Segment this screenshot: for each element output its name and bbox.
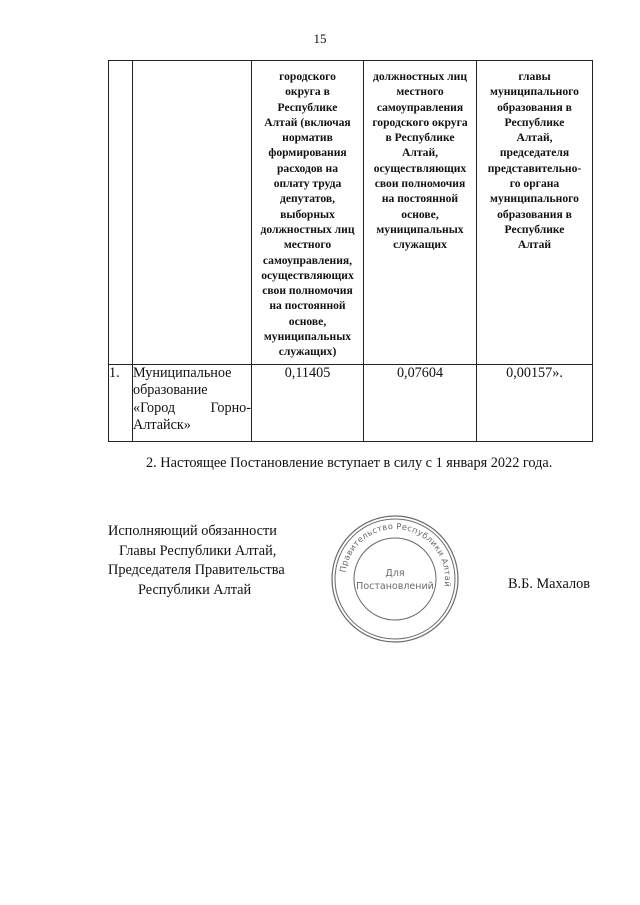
municipality-name-line: Алтайск» [133, 417, 191, 434]
signatory-name: В.Б. Махалов [508, 576, 590, 592]
header-text-col3 [252, 61, 363, 364]
header-line: осуществляющих [373, 161, 467, 175]
header-line: свои полномочия [262, 284, 353, 298]
header-line: самоуправления, [262, 253, 353, 267]
header-line: Алтай, [401, 146, 439, 160]
header-line: формирования [268, 146, 347, 160]
header-line: Республике [277, 100, 338, 114]
seal-stamp-graphic [332, 516, 458, 642]
header-line: местного [396, 85, 444, 99]
header-text-col5 [477, 61, 592, 257]
table-row [109, 364, 593, 441]
table-header-row [109, 61, 593, 365]
municipality-name-line: образование [133, 382, 208, 399]
header-line: в Республике [385, 131, 455, 145]
header-line: городского округа [372, 115, 468, 129]
header-line: служащих) [278, 345, 337, 359]
header-line: главы [518, 70, 551, 83]
header-text-col4 [364, 61, 476, 257]
page-number: 15 [313, 31, 327, 46]
header-line: на постоянной [381, 192, 459, 206]
header-line: выборных [280, 207, 335, 221]
value-city-district-total: 0,11405 [252, 364, 364, 441]
signatory-title-line: Исполняющий обязанности [108, 523, 277, 539]
header-line: основе, [288, 314, 327, 328]
header-cell-city-district-total [252, 61, 364, 365]
seal-center-text: Для [385, 568, 405, 579]
header-line: основе, [401, 207, 439, 221]
municipality-name-word: Горно- [210, 399, 251, 416]
header-line: муниципальных [263, 330, 352, 344]
signatory-title-line: Председателя Правительства [108, 562, 285, 578]
header-line: норматив [282, 131, 333, 145]
header-line: округа в [285, 85, 330, 99]
row-number: 1. [109, 364, 133, 441]
header-line: Республике [504, 115, 565, 129]
header-line: муниципального [490, 192, 579, 206]
header-line: должностных лиц [260, 222, 355, 236]
normatives-table [108, 60, 593, 442]
seal-center-text: Постановлений [356, 581, 434, 592]
value-officials: 0,07604 [364, 364, 477, 441]
seal-ring-text: Правительство Республики Алтай [337, 520, 454, 588]
municipality-name-word: «Город [133, 399, 176, 416]
official-seal [330, 514, 460, 644]
header-cell-number [109, 61, 133, 365]
clause-2: 2. Настоящее Постановление вступает в силу с 1 января 2022 года. [146, 455, 553, 471]
header-line: оплату труда [273, 177, 342, 191]
header-line: образования в [497, 207, 572, 221]
header-line: Алтай, [516, 131, 553, 145]
header-cell-head [477, 61, 593, 365]
header-line: свои полномочия [374, 177, 466, 191]
header-line: представительно- [487, 161, 582, 175]
header-line: Алтай (включая [264, 115, 351, 129]
header-line: Алтай [517, 238, 552, 252]
header-line: служащих [393, 238, 447, 252]
municipality-name-line: Муниципальное [133, 364, 232, 381]
header-line: председателя [499, 146, 570, 160]
header-line: местного [283, 238, 332, 252]
signatory-title-line: Республики Алтай [138, 581, 252, 598]
signatory-title [108, 522, 285, 600]
header-cell-name [133, 61, 252, 365]
header-line: муниципальных [376, 222, 464, 236]
header-line: расходов на [276, 161, 339, 175]
value-head: 0,00157». [477, 364, 593, 441]
header-line: самоуправления [376, 100, 464, 114]
header-line: осуществляющих [261, 268, 354, 282]
municipality-name-line [133, 400, 251, 418]
header-line: на постоянной [269, 299, 346, 313]
header-line: депутатов, [279, 192, 336, 206]
municipality-name [133, 364, 252, 441]
header-line: должностных лиц [372, 70, 468, 83]
signatory-title-line: Главы Республики Алтай, [119, 542, 277, 559]
header-line: образования в [497, 100, 572, 114]
header-line: городского [279, 70, 336, 83]
header-line: го органа [509, 177, 560, 191]
header-line: Республике [504, 222, 565, 236]
header-line: муниципального [490, 85, 579, 99]
header-cell-officials [364, 61, 477, 365]
